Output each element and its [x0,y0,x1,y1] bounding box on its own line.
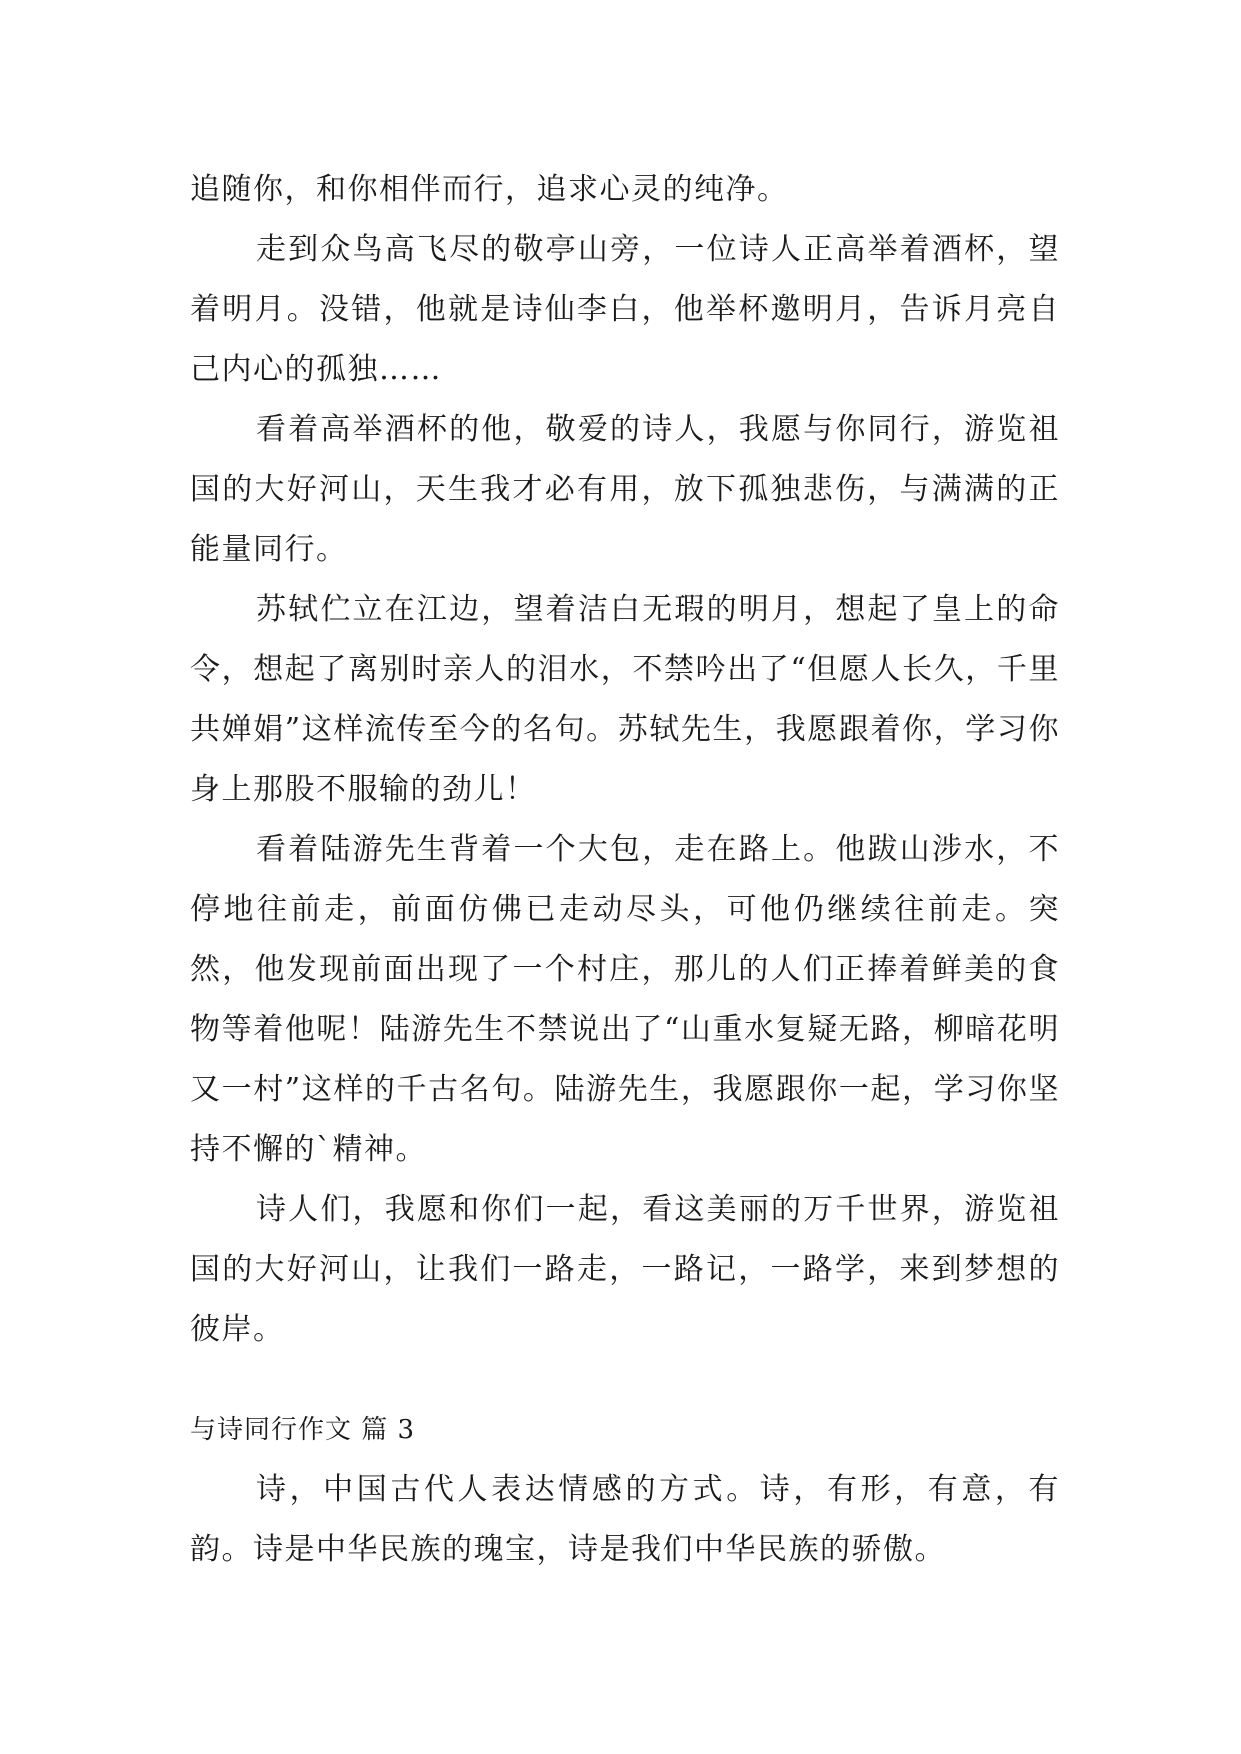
paragraph-poetry-intro: 诗，中国古代人表达情感的方式。诗，有形，有意，有韵。诗是中华民族的瑰宝，诗是我们中华民族的骄傲。 [190,1472,1060,1567]
document-page [190,160,1060,1580]
paragraph-poets-together: 诗人们，我愿和你们一起，看这美丽的万千世界，游览祖国的大好河山，让我们一路走，一路记，一路学，来到梦想的彼岸。 [190,1192,1060,1347]
paragraph-su-shi: 苏轼伫立在江边，望着洁白无瑕的明月，想起了皇上的命令，想起了离别时亲人的泪水，不禁吟出了“但愿人长久，千里共婵娟”这样流传至今的名句。苏轼先生，我愿跟着你，学习你身上那股不服输的劲儿！ [190,592,1060,807]
paragraph-lu-you: 看着陆游先生背着一个大包，走在路上。他跋山涉水，不停地往前走，前面仿佛已走动尽头，可他仍继续往前走。突然，他发现前面出现了一个村庄，那儿的人们正捧着鲜美的食物等着他呢！陆游先生不禁说出了“山重水复疑无路，柳暗花明又一村”这样的千古名句。陆游先生，我愿跟你一起，学习你坚持不懈的`精神。 [190,832,1060,1167]
section-heading: 与诗同行作文 篇 3 [190,1415,416,1445]
paragraph-continuation: 追随你，和你相伴而行，追求心灵的纯净。 [190,172,789,207]
paragraph-li-bai: 走到众鸟高飞尽的敬亭山旁，一位诗人正高举着酒杯，望着明月。没错，他就是诗仙李白，他举杯邀明月，告诉月亮自己内心的孤独…… [190,232,1060,387]
paragraph-travel-with-poet: 看着高举酒杯的他，敬爱的诗人，我愿与你同行，游览祖国的大好河山，天生我才必有用，放下孤独悲伤，与满满的正能量同行。 [190,412,1060,567]
